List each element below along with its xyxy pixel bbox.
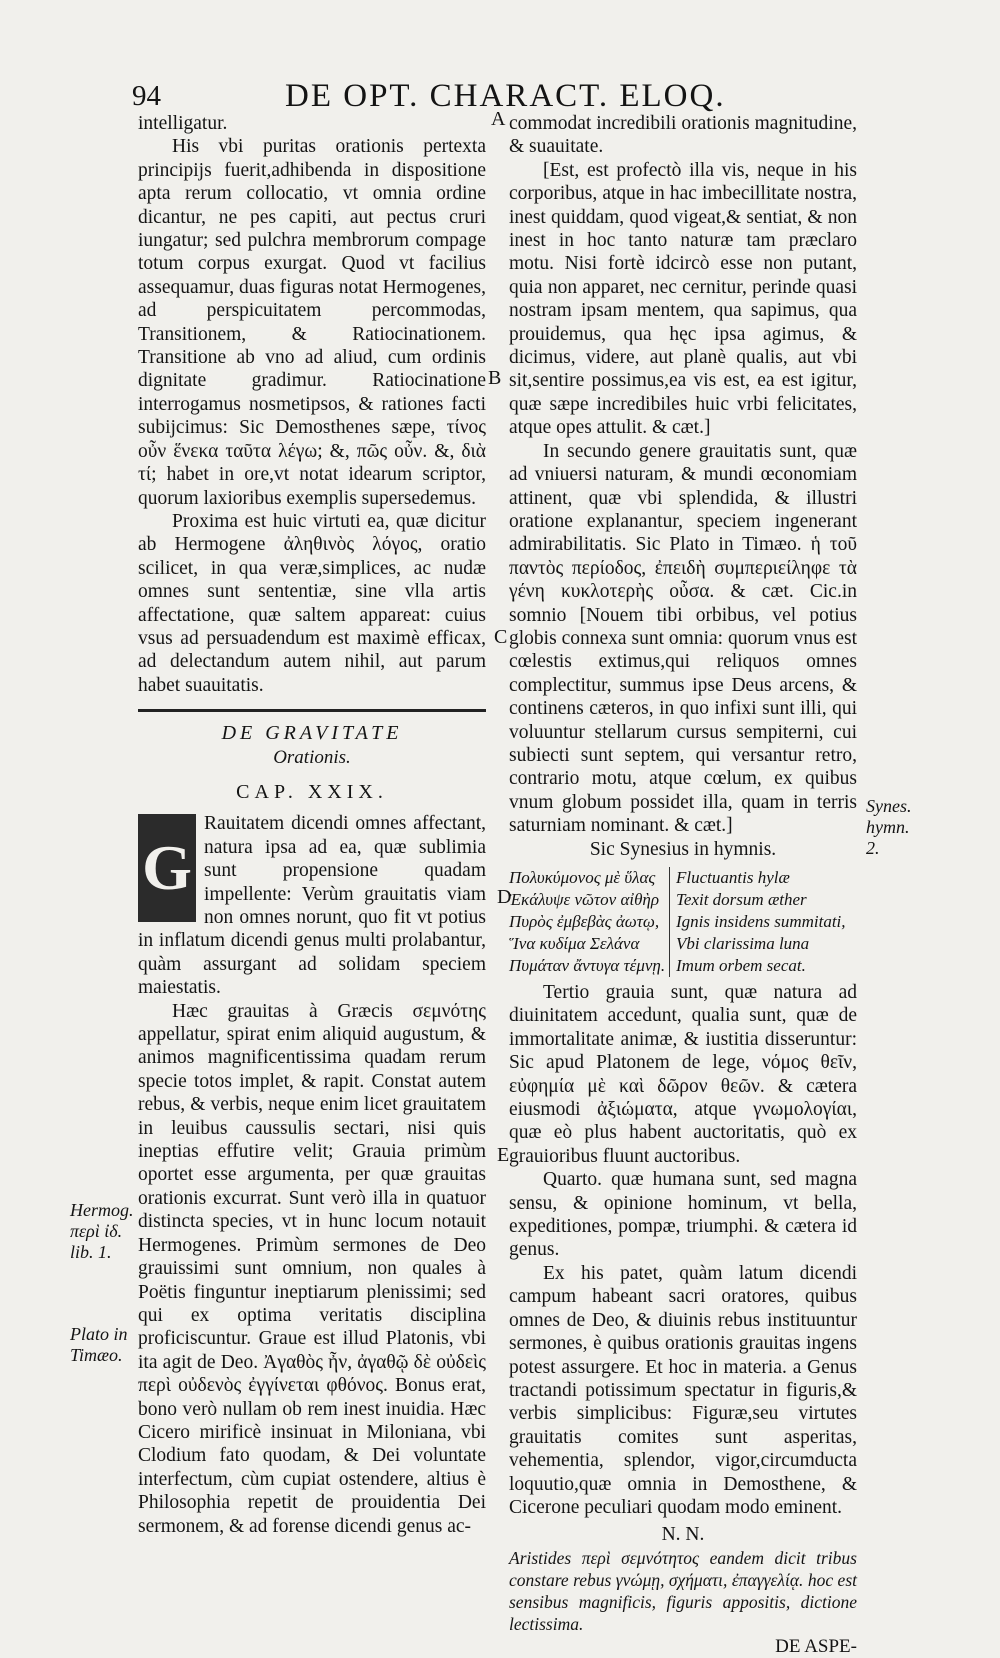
margin-letter-c: C xyxy=(494,626,508,648)
catchword: DE ASPE- xyxy=(775,1635,857,1657)
verse-line: Πυμάταν ἄντυγα τέμνῃ. xyxy=(509,956,666,975)
paragraph: Tertio grauia sunt, quæ natura ad diuinitatem accedunt, qualia sunt, quæ de immortalitate animæ, & iustitia disseruntur: Sic apud Platonem de lege, νόμος θεῖν, εὐφημία μὲ καὶ δῶρον θεῶν. & cætera eiusmodi ἀξιώματα, atque γνωμολογίαι, quæ eò plus habent auctoritatis, quò ex grauioribus fluunt auctoribus. xyxy=(509,982,857,1167)
section-divider xyxy=(138,709,486,712)
verse-line: Fluctuantis hylæ xyxy=(676,868,790,887)
section-subtitle: Orationis. xyxy=(273,746,351,768)
section-title: DE GRAVITATE xyxy=(221,722,403,745)
margin-letter-b: B xyxy=(488,367,502,389)
verse-latin xyxy=(669,867,857,977)
paragraph: [Est, est profectò illa vis, neque in his corporibus, atque in hac imbecillitate nostra, inest quiddam, quod vigeat,& sentiat, & non inest in hoc tanto naturæ tam præclaro motu. Nisi fortè idcircò esse non putant, quia non apparet, nec cernitur, perinde quasi nostram ipsam mentem, qua sapimus, qua prouidemus, qua hęc ipsa agimus, & dicimus, videre, aut planè qualis, aut vbi sit,sentire possimus,ea vis est, ea est igitur, quæ sæpe incredibiles huic vrbi felicitates, atque opes attulit. & cæt.] xyxy=(509,159,857,439)
chapter-heading: CAP. XXIX. xyxy=(236,780,388,803)
margin-note-hermogenes: Hermog. περὶ ἰδ. lib. 1. xyxy=(70,1200,134,1262)
paragraph: Rauitatem dicendi omnes affectant, natura ipsa ad ea, quæ sublimia sunt propensione quadam impellente: Verùm grauitatis viam non omnes norunt, quo fit vt potius in inflatum dicendi genus multi prolabantur, quàm assurgant ad solidam speciem maiestatis. xyxy=(138,813,486,999)
verse-line: Vbi clarissima luna xyxy=(676,934,810,953)
running-title: DE OPT. CHARACT. ELOQ. xyxy=(285,78,726,114)
verse-greek xyxy=(509,867,669,977)
paragraph: Proxima est huic virtuti ea, quæ dicitur ab Hermogene ἀληθινὸς λόγος, oratio scilicet, in qua veræ,simplices, ac nudæ omnes sunt sententiæ, sine vlla artis affectatione, quæ saltem appareat: cuius vsus ad persuadendum est maximè efficax, ad delectandum autem nihil, aut parum habet suauitatis. xyxy=(138,510,486,696)
margin-note-synesius: Synes. hymn. 2. xyxy=(866,796,912,858)
footnote: Aristides περὶ σεμνότητος eandem dicit tribus constare rebus γνώμῃ, σχήματι, ἐπαγγελίᾳ. hoc est sensibus magnificis, figuris appositis, dictione lectissima. xyxy=(509,1547,857,1634)
verse-line: Texit dorsum æther xyxy=(676,890,807,909)
paragraph: intelligatur. xyxy=(138,113,228,134)
paragraph: Hæc grauitas à Græcis σεμνότης appellatur, spirat enim aliquid augustum, & animos magnificentissima quadam rerum specie totos implet, & rapit. Constat autem rebus, & verbis, neque enim licet grauitatem in leuibus caussulis sectari, nisi quis ineptias effutire velit; Grauia primùm oportet esse argumenta, per quæ grauitas orationis excurrat. Sunt verò illa in quatuor distincta species, vt in hunc locum notauit Hermogenes. Primùm sermones de Deo grauissimi sunt omnium, non quales à Poëtis finguntur ineptiarum plenissimi; sed qui ex optima veritatis disciplina proficiscuntur. Graue est illud Platonis, vbi ita agit de Deo. Ἀγαθὸς ἦν, ἀγαθῷ δὲ οὐδεὶς περὶ οὐδενὸς ἐγγίνεται φθόνος. Bonus erat, bono verò nullam ob rem inest inuidia. Hæc Cicero mirificè insinuat in Miloniana, vbi Clodium fato quodam, & Dei voluntate interfectum, cùm cupiat ostendere, altius è Philosophia repetit de prouidentia Dei sermonem, & ad forense dicendi genus ac- xyxy=(138,1000,486,1537)
verse-line: Ἵνα κυδίμα Σελάνα xyxy=(509,934,640,953)
margin-letter-d: D xyxy=(497,886,512,908)
left-column xyxy=(138,112,486,1538)
margin-note-plato: Plato in Timæo. xyxy=(70,1324,128,1365)
right-column xyxy=(509,112,857,1658)
verse-line: Imum orbem secat. xyxy=(676,956,806,975)
paragraph: Quarto. quæ humana sunt, sed magna sensu, & opinione hominum, vt bella, expeditiones, pompæ, triumphi. & cætera id genus. xyxy=(509,1169,857,1261)
paragraph: commodat incredibili orationis magnitudine, & suauitate. xyxy=(509,113,857,158)
verse-line: Πολυκύμονος μὲ ὕλας xyxy=(509,868,656,887)
nn-mark: N. N. xyxy=(661,1524,705,1546)
verse-line: Ignis insidens summitati, xyxy=(676,912,846,931)
decorated-initial: G xyxy=(138,814,196,922)
verse-intro: Sic Synesius in hymnis. xyxy=(589,838,777,860)
page-number: 94 xyxy=(132,80,161,112)
verse-line: Ἐκάλυψε νῶτον αἰθὴρ xyxy=(509,890,660,909)
paragraph: Ex his patet, quàm latum dicendi campum habeant sacri oratores, quibus omnes de Deo, & diuinis rebus instituuntur sermones, è quibus orationis grauitas ingens potest assurgere. Et hoc in materia. a Genus tractandi potissimum spectatur in figuris,& verbis simplicibus: Figuræ,seu virtutes grauitatis comites sunt asperitas, vehementia, splendor, vigor,circumducta loquutio,quæ omnia in Demosthene, & Cicerone peculiari quodam modo eminent. xyxy=(509,1262,857,1518)
chapter-opening xyxy=(138,812,486,999)
verse-line: Πυρὸς ἐμβεβὰς ἀωτῳ, xyxy=(509,912,660,931)
paragraph: In secundo genere grauitatis sunt, quæ ad vniuersi naturam, & mundi œconomiam attinent, quæ vbi splendida, & illustri oratione explanantur, speciem ingenerant admirabilitatis. Sic Plato in Timæo. ἡ τοῦ παντὸς περίοδος, ἐπειδὴ συμπεριείληφε τὰ γένη κυκλοτερὴς οὖσα. & cæt. Cic.in somnio [Nouem tibi orbibus, vel potius globis connexa sunt omnia: quorum vnus est cœlestis extimus,qui reliquos omnes complectitur, summus ipse Deus arcens, & continens cæteros, in quo infixi sunt illi, qui voluuntur stellarum cursus sempiterni, cui subiecti sunt septem, qui versantur retro, contrario motu, atque cœlum, ex quibus vnum globum possidet illa, quam in terris saturniam nominant. & cæt.] xyxy=(509,440,857,837)
paragraph: His vbi puritas orationis pertexta principijs fuerit,adhibenda in dispositione apta rerum collocatio, vt omnia ordine dicantur, ne pes capiti, aut pectus cruri iungatur; sed pulchra membrorum compage totum corpus exurgat. Quod vt facilius assequamur, duas figuras notat Hermogenes, ad perspicuitatem percommodas, Transitionem, & Ratiocinationem. Transitione ab vno ad aliud, cum ordinis dignitate gradimur. Ratiocinatione interrogamus nosmetipsos, & rationes facti subijcimus: Sic Demosthenes sæpe, τίνος οὖν ἕνεκα ταῦτα λέγω; &, πῶς οὖν. &, διὰ τί; habet in ore,vt notat idearum scriptor, quorum laxioribus exemplis supersedemus. xyxy=(138,136,486,509)
margin-letter-e: E xyxy=(497,1144,510,1166)
verse-block xyxy=(509,867,857,977)
margin-letter-a: A xyxy=(491,108,506,130)
